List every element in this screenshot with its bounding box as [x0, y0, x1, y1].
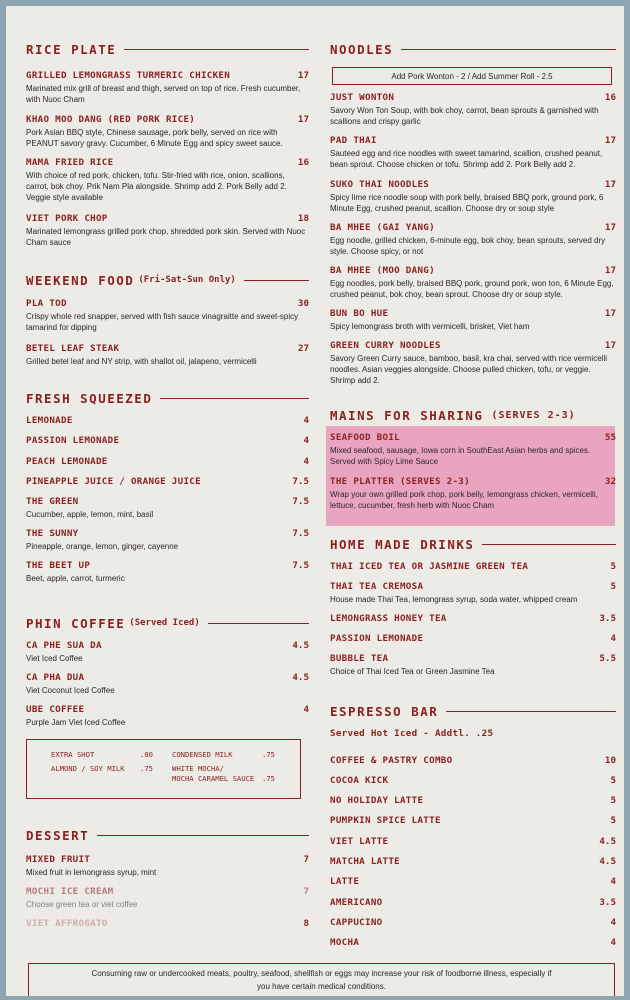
- menu-item: [26, 298, 309, 333]
- item-price: 4: [610, 876, 616, 887]
- home-made-drinks-section: [330, 535, 616, 676]
- item-desc: Pineapple, orange, lemon, ginger, cayenne: [26, 542, 179, 551]
- section-rule: [446, 711, 616, 712]
- item-desc: With choice of red pork, chicken, tofu. Stir-fried with rice, onion, scallions, carrot, bok choy. Prik Nam Pla alongside. Shrimp add 2. Pork Belly add 2. Veggie style available: [26, 171, 287, 202]
- item-name: BA MHEE (MOO DANG): [330, 265, 435, 276]
- menu-item: [330, 775, 616, 786]
- menu-item: [330, 179, 616, 214]
- item-price: 3.5: [599, 613, 616, 624]
- item-desc: House made Thai Tea, lemongrass syrup, soda water, whipped cream: [330, 595, 578, 604]
- menu-item: [330, 897, 616, 908]
- section-title: RICE PLATE: [26, 41, 117, 57]
- item-price: 17: [297, 70, 309, 81]
- menu-item: [26, 496, 309, 520]
- item-price: 4: [303, 704, 309, 715]
- item-price: 4: [303, 456, 309, 467]
- menu-item: [26, 415, 309, 426]
- item-price: 5.5: [599, 653, 616, 664]
- menu-item: [26, 456, 309, 467]
- coffee-addons-box: [26, 739, 301, 799]
- item-price: 17: [297, 114, 309, 125]
- item-desc: Wrap your own grilled pork chop, pork belly, lemongrass chicken, vermicelli, lettuce, cucumber, fresh herb with Nuoc Cham: [330, 490, 598, 510]
- item-price: 5: [610, 775, 616, 786]
- item-desc: Viet Coconut Iced Coffee: [26, 686, 115, 695]
- item-price: 27: [297, 343, 309, 354]
- item-price: 5: [610, 795, 616, 806]
- addon-condensed: CONDENSED MILK: [172, 750, 233, 759]
- item-name: THE BEET UP: [26, 560, 91, 571]
- noodles-addon-note: Add Pork Wonton - 2 / Add Summer Roll - 2.5: [332, 67, 612, 85]
- dessert-section: [26, 826, 309, 929]
- left-column: [26, 6, 309, 996]
- item-desc: Savory Green Curry sauce, bamboo, basil, kra chai, served with rice vermicelli noodles. Asian veggies alongside. Choose pulled chicken, tofu, or veggie. Shrimp add 2.: [330, 354, 607, 385]
- item-name: MATCHA LATTE: [330, 856, 400, 867]
- section-title: ESPRESSO BAR: [330, 703, 439, 719]
- right-column: [330, 6, 616, 996]
- item-name: MAMA FRIED RICE: [26, 157, 114, 168]
- section-title: HOME MADE DRINKS: [330, 536, 475, 552]
- item-price: 4.5: [599, 856, 616, 867]
- item-name: BETEL LEAF STEAK: [26, 343, 120, 354]
- item-price: 3.5: [599, 897, 616, 908]
- item-desc: Choose green tea or viet coffee: [26, 900, 138, 909]
- menu-item: [26, 918, 309, 929]
- item-desc: Savory Won Ton Soup, with bok choy, carrot, bean sprouts & garnished with scallions and crispy garlic: [330, 106, 599, 126]
- item-price: 7: [303, 886, 309, 897]
- item-name: NO HOLIDAY LATTE: [330, 795, 424, 806]
- item-price: 17: [604, 222, 616, 233]
- menu-item: [330, 795, 616, 806]
- item-name: PASSION LEMONADE: [26, 435, 120, 446]
- item-name: COFFEE & PASTRY COMBO: [330, 755, 453, 766]
- menu-item: [330, 876, 616, 887]
- section-rule: [401, 49, 616, 50]
- addon-extra-shot-price: .80: [140, 750, 153, 759]
- item-name: LEMONGRASS HONEY TEA: [330, 613, 447, 624]
- item-desc: Egg noodle, grilled chicken, 6-minute egg, bok choy, bean sprouts, served dry style. Choose spicy, or not: [330, 236, 606, 256]
- section-title: NOODLES: [330, 41, 394, 57]
- section-rule: [208, 623, 309, 624]
- item-desc: Spicy lemongrass broth with vermicelli, brisket, Viet ham: [330, 322, 530, 331]
- item-desc: Mixed fruit in lemongrass syrup, mint: [26, 868, 157, 877]
- menu-item: [26, 640, 309, 664]
- menu-item: [330, 581, 616, 605]
- menu-item: [330, 633, 616, 644]
- item-name: VIET LATTE: [330, 836, 389, 847]
- menu-item: [26, 560, 309, 584]
- item-name: MIXED FRUIT: [26, 854, 91, 865]
- item-price: 4: [303, 415, 309, 426]
- item-name: KHAO MOO DANG (RED PORK RICE): [26, 114, 196, 125]
- item-price: 4: [610, 633, 616, 644]
- section-rule: [244, 280, 309, 281]
- item-name: PUMPKIN SPICE LATTE: [330, 815, 441, 826]
- addon-almond-soy-price: .75: [140, 764, 153, 773]
- notice-line-1: Consuming raw or undercooked meats, poultry, seafood, shellfish or eggs may increase your risk of foodborne illness, especially if: [91, 969, 552, 978]
- item-price: 5: [610, 815, 616, 826]
- item-price: 4.5: [292, 672, 309, 683]
- item-desc: Choice of Thai Iced Tea or Green Jasmine Tea: [330, 667, 495, 676]
- item-desc: Marinated mix grill of breast and thigh, served on top of rice. Fresh cucumber, with Nuoc Cham: [26, 84, 301, 104]
- item-price: 16: [604, 92, 616, 103]
- item-name: BUBBLE TEA: [330, 653, 389, 664]
- addon-extra-shot: EXTRA SHOT: [51, 750, 95, 759]
- item-name: GRILLED LEMONGRASS TURMERIC CHICKEN: [26, 70, 231, 81]
- item-name: THE SUNNY: [26, 528, 79, 539]
- item-name: JUST WONTON: [330, 92, 395, 103]
- menu-item: [330, 432, 616, 467]
- menu-item: [26, 343, 309, 367]
- item-price: 17: [604, 340, 616, 351]
- item-name: PASSION LEMONADE: [330, 633, 424, 644]
- addon-condensed-price: .75: [262, 750, 275, 759]
- item-name: GREEN CURRY NOODLES: [330, 340, 441, 351]
- item-price: 4: [610, 937, 616, 948]
- menu-item: [330, 476, 616, 511]
- item-name: LEMONADE: [26, 415, 73, 426]
- item-name: PAD THAI: [330, 135, 377, 146]
- menu-item: [330, 917, 616, 928]
- item-name: BUN BO HUE: [330, 308, 389, 319]
- menu-item: [26, 435, 309, 446]
- food-safety-notice: [28, 963, 615, 996]
- item-price: 4: [610, 917, 616, 928]
- menu-item: [330, 340, 616, 386]
- item-name: MOCHI ICE CREAM: [26, 886, 114, 897]
- item-desc: Marinated lemongrass grilled pork chop, shredded pork skin. Served with Nuoc Cham sauce: [26, 227, 306, 247]
- section-title: FRESH SQUEEZED: [26, 390, 153, 406]
- item-desc: Spicy lime rice noodle soup with pork belly, braised BBQ pork, ground pork, 6 Minute Egg, crushed peanut, scallion. Choose dry or soup style: [330, 193, 604, 213]
- addon-mocha-caramel-price: .75: [262, 774, 275, 783]
- espresso-bar-section: [330, 702, 616, 948]
- item-price: 17: [604, 265, 616, 276]
- noodles-section: [330, 40, 616, 58]
- section-subtitle: (Fri-Sat-Sun Only): [138, 275, 236, 285]
- item-desc: Cucumber, apple, lemon, mint, basil: [26, 510, 154, 519]
- menu-item: [26, 70, 309, 105]
- menu-item: [330, 856, 616, 867]
- menu-item: [26, 528, 309, 552]
- rice-plate-section: [26, 40, 309, 247]
- item-price: 10: [604, 755, 616, 766]
- item-price: 7.5: [292, 476, 309, 487]
- addon-white-mocha: WHITE MOCHA/: [172, 764, 224, 773]
- menu-item: [330, 836, 616, 847]
- menu-item: [330, 937, 616, 948]
- item-name: COCOA KICK: [330, 775, 389, 786]
- item-name: BA MHEE (GAI YANG): [330, 222, 435, 233]
- item-price: 17: [604, 135, 616, 146]
- item-desc: Egg noodles, pork belly, braised BBQ pork, ground pork, won ton, 6 Minute Egg, crushed peanut, bok choy, bean sprout. Choose dry or soup style.: [330, 279, 614, 299]
- item-desc: Sauteed egg and rice noodles with sweet tamarind, scallion, crushed peanut, bean sprout. Choose chicken or tofu. Shrimp add 2. Pork Belly add 2.: [330, 149, 603, 169]
- item-name: UBE COFFEE: [26, 704, 85, 715]
- item-price: 30: [297, 298, 309, 309]
- item-name: CA PHA DUA: [26, 672, 85, 683]
- menu-item: [330, 265, 616, 300]
- section-title: PHIN COFFEE: [26, 615, 126, 631]
- item-name: MOCHA: [330, 937, 360, 948]
- section-rule: [482, 544, 616, 545]
- weekend-food-section: [26, 271, 309, 366]
- item-desc: Pork Asian BBQ style, Chinese sausage, pork belly, served on rice with PEANUT savory gravy. Cucumber, 6 Minute Egg and spicy sweet sauce.: [26, 128, 283, 148]
- section-rule: [160, 398, 309, 399]
- menu-item: [26, 672, 309, 696]
- item-name: SUKO THAI NOODLES: [330, 179, 430, 190]
- item-price: 7.5: [292, 528, 309, 539]
- item-name: THE PLATTER (SERVES 2-3): [330, 476, 470, 487]
- notice-line-2: you have certain medical conditions.: [257, 982, 386, 991]
- section-subtitle: Served Hot Iced - Addtl. .25: [330, 728, 494, 739]
- section-rule: [97, 835, 309, 836]
- section-title: WEEKEND FOOD: [26, 272, 135, 288]
- fresh-squeezed-section: [26, 389, 309, 583]
- item-name: CA PHE SUA DA: [26, 640, 102, 651]
- menu-item: [330, 653, 616, 677]
- item-name: PINEAPPLE JUICE / ORANGE JUICE: [26, 476, 201, 487]
- addon-almond-soy: ALMOND / SOY MILK: [51, 764, 125, 773]
- menu-item: [330, 92, 616, 127]
- item-price: 7.5: [292, 560, 309, 571]
- addon-mocha-caramel: MOCHA CARAMEL SAUCE: [172, 774, 255, 783]
- menu-item: [26, 704, 309, 728]
- item-name: LATTE: [330, 876, 360, 887]
- section-subtitle: (Served Iced): [129, 618, 200, 628]
- item-name: THAI TEA CREMOSA: [330, 581, 424, 592]
- item-name: SEAFOOD BOIL: [330, 432, 400, 443]
- item-price: 4: [303, 435, 309, 446]
- menu-item: [26, 854, 309, 878]
- section-subtitle: (SERVES 2-3): [491, 409, 576, 421]
- menu-item: [330, 815, 616, 826]
- menu-item: [26, 213, 309, 248]
- mains-for-sharing-section: [330, 406, 616, 510]
- phin-coffee-section: [26, 614, 309, 727]
- item-desc: Beet, apple, carrot, turmeric: [26, 574, 125, 583]
- item-price: 7: [303, 854, 309, 865]
- item-name: PEACH LEMONADE: [26, 456, 108, 467]
- item-desc: Grilled betel leaf and NY strip, with shallot oil, jalapeno, vermicelli: [26, 357, 257, 366]
- menu-item: [330, 755, 616, 766]
- section-title: DESSERT: [26, 827, 90, 843]
- item-price: 5: [610, 561, 616, 572]
- item-name: PLA TOD: [26, 298, 67, 309]
- menu-item: [330, 613, 616, 624]
- item-desc: Viet Iced Coffee: [26, 654, 83, 663]
- item-price: 18: [297, 213, 309, 224]
- menu-page: [6, 6, 624, 996]
- section-rule: [124, 49, 309, 50]
- item-price: 8: [303, 918, 309, 929]
- item-price: 4.5: [292, 640, 309, 651]
- section-title: MAINS FOR SHARING: [330, 407, 484, 423]
- menu-item: [330, 561, 616, 572]
- item-desc: Crispy whole red snapper, served with fish sauce vinagraitte and sweet-spicy tamarind for dipping: [26, 312, 299, 332]
- item-price: 5: [610, 581, 616, 592]
- item-price: 17: [604, 179, 616, 190]
- item-name: VIET AFFROGATO: [26, 918, 108, 929]
- item-price: 55: [604, 432, 616, 443]
- item-name: THAI ICED TEA OR JASMINE GREEN TEA: [330, 561, 529, 572]
- menu-item: [26, 886, 309, 910]
- menu-item: [330, 222, 616, 257]
- item-price: 16: [297, 157, 309, 168]
- item-desc: Purple Jam Viet Iced Coffee: [26, 718, 126, 727]
- item-price: 32: [604, 476, 616, 487]
- item-name: VIET PORK CHOP: [26, 213, 108, 224]
- menu-item: [330, 135, 616, 170]
- item-name: CAPPUCINO: [330, 917, 383, 928]
- item-price: 17: [604, 308, 616, 319]
- menu-item: [26, 476, 309, 487]
- item-desc: Mixed seafood, sausage, Iowa corn in SouthEast Asian herbs and spices. Served with Spicy Lime Sauce: [330, 446, 591, 466]
- item-name: THE GREEN: [26, 496, 79, 507]
- menu-item: [26, 157, 309, 203]
- item-price: 7.5: [292, 496, 309, 507]
- item-price: 4.5: [599, 836, 616, 847]
- menu-item: [330, 308, 616, 332]
- item-name: AMERICANO: [330, 897, 383, 908]
- menu-item: [26, 114, 309, 149]
